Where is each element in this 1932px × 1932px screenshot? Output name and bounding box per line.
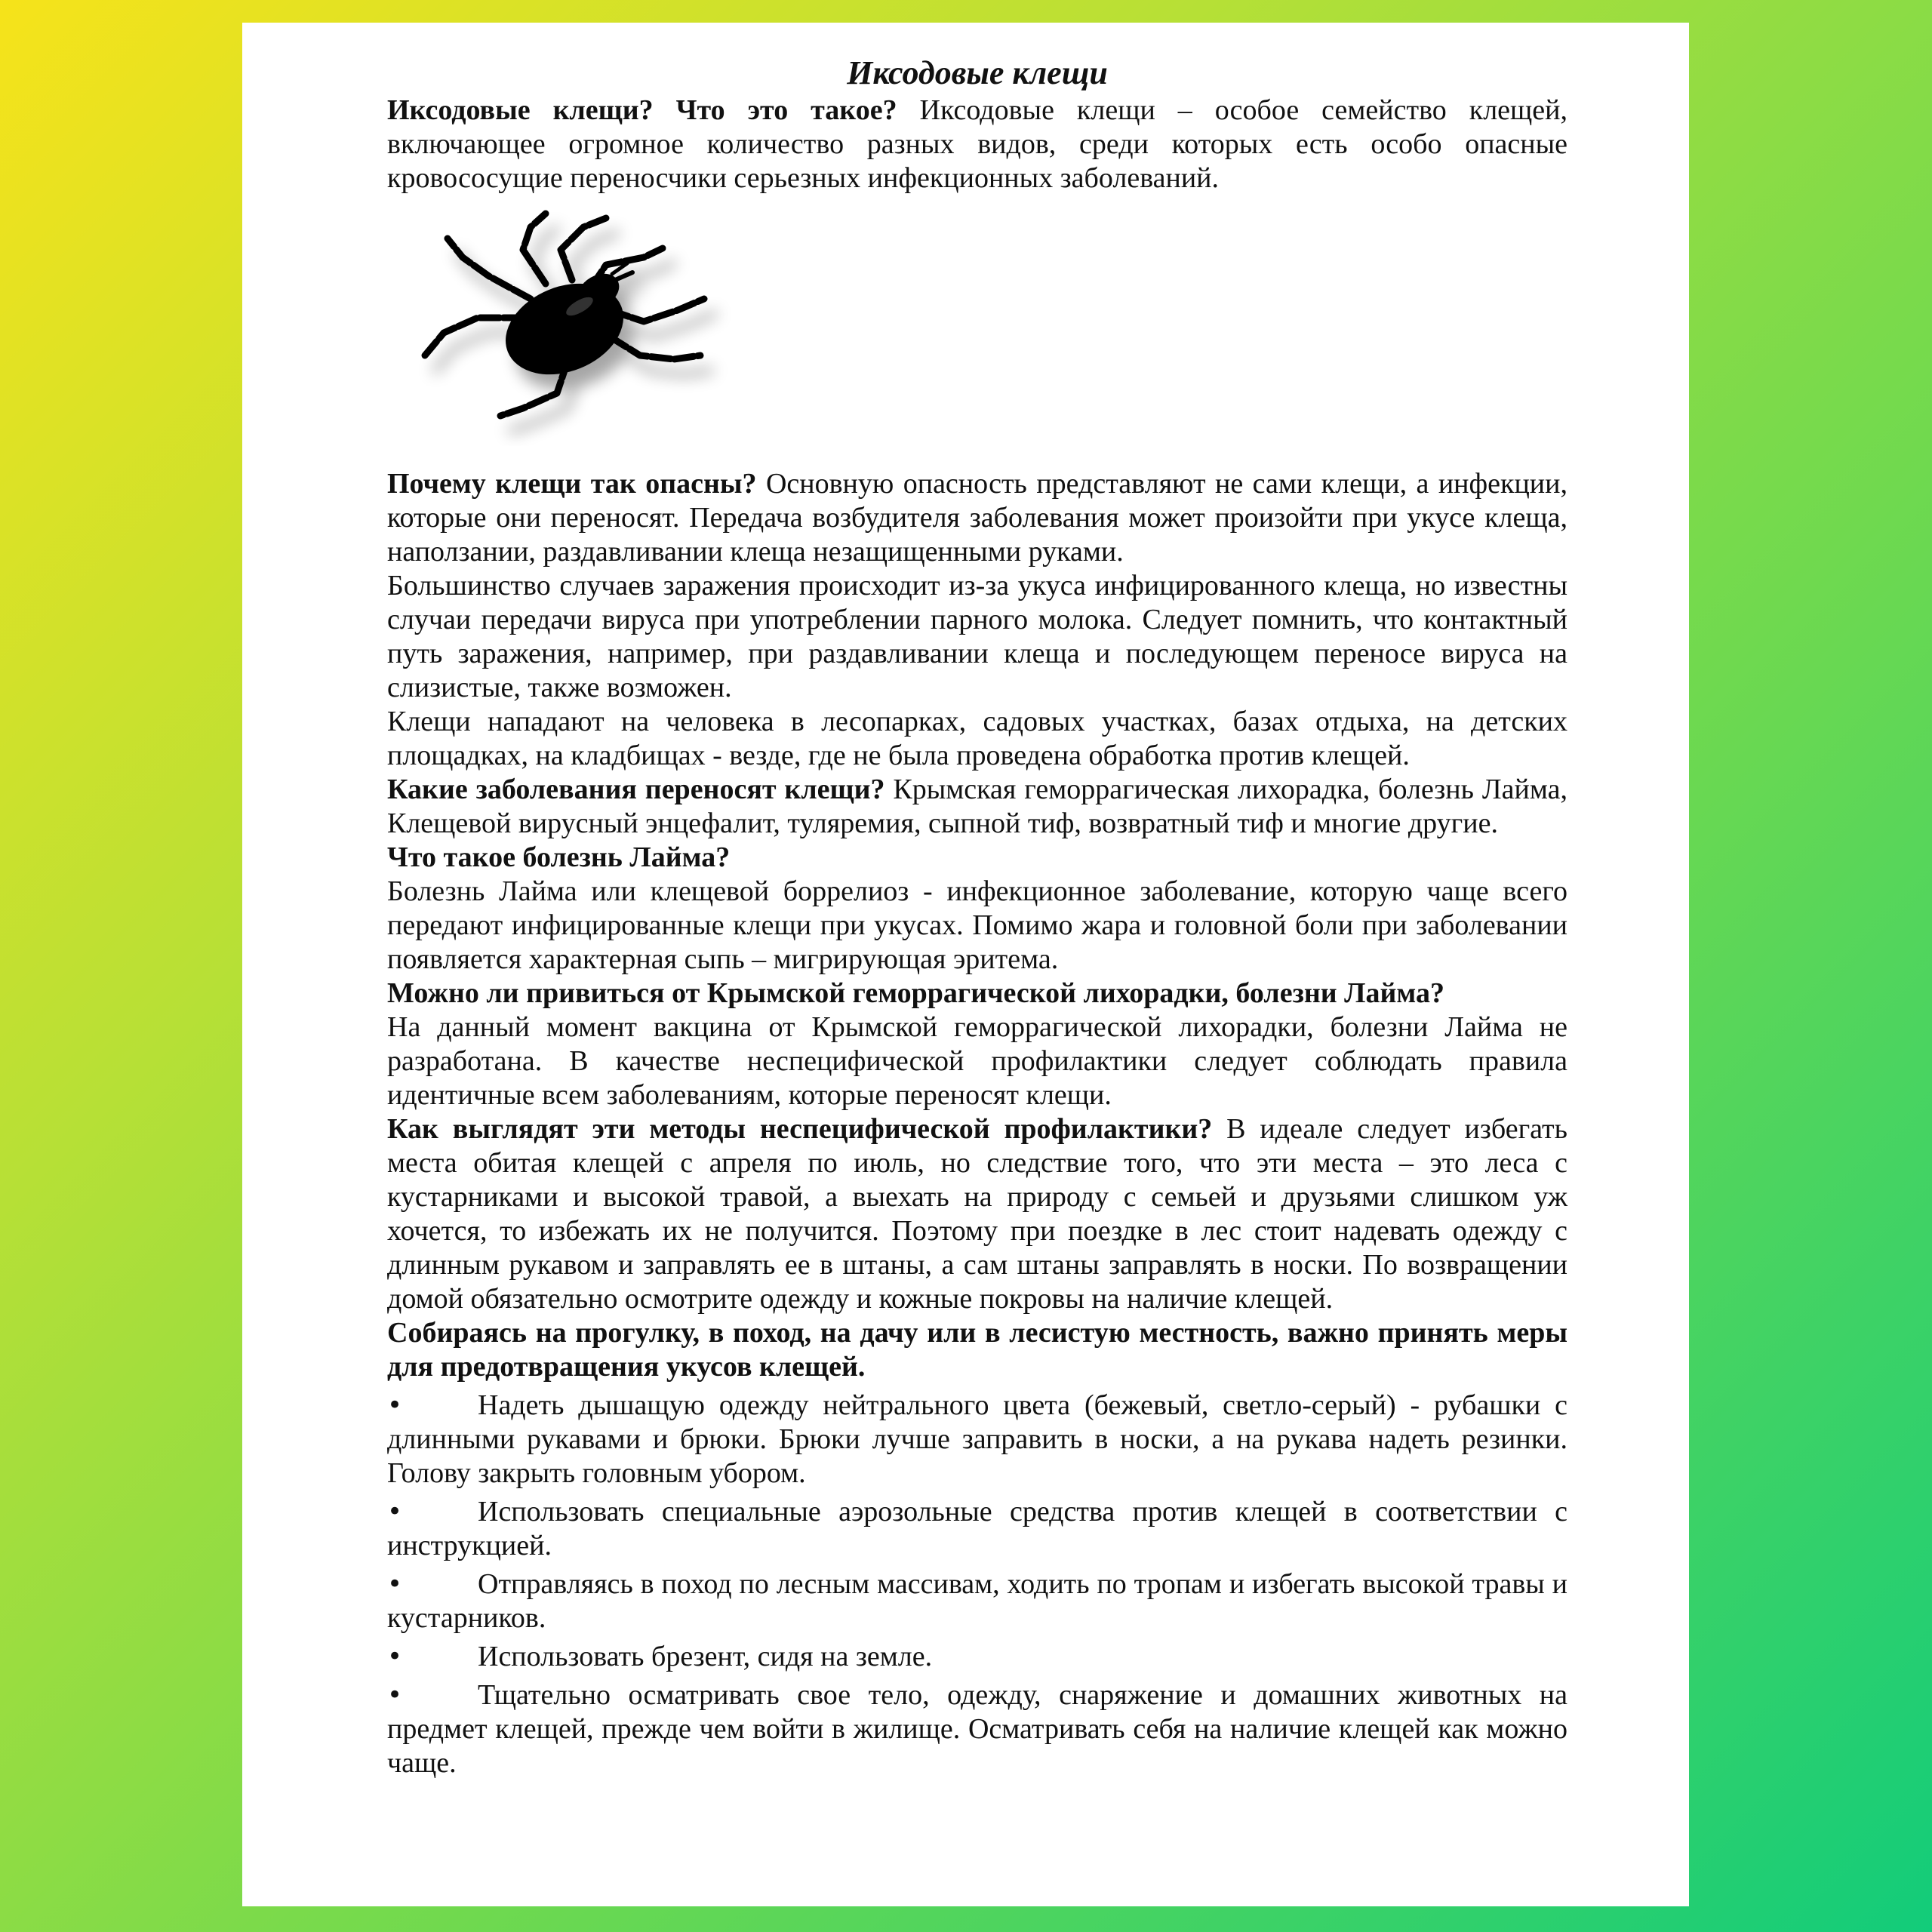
list-item-text: Надеть дышащую одежду нейтрального цвета (бежевый, светло-серый) - рубашки с длинными рукавами и брюки. Брюки лучше заправить в носки, а на рукава надеть резинки. Голову закрыть головным убором. (387, 1389, 1567, 1489)
bullet-icon: • (387, 1497, 403, 1527)
bullet-icon: • (387, 1390, 403, 1420)
tick-icon (417, 205, 810, 446)
lyme-paragraph: Болезнь Лайма или клещевой боррелиоз - инфекционное заболевание, которую чаще всего передают инфицированные клещи при укусах. Помимо жара и головной боли при заболевании появляется характерная сыпь – мигрирующая эритема. (387, 875, 1567, 975)
danger-paragraph (387, 467, 1567, 569)
tick-illustration (387, 195, 1567, 467)
lyme-heading (387, 841, 1567, 875)
list-item-text: Использовать специальные аэрозольные средства против клещей в соответствии с инструкцией. (387, 1496, 1567, 1561)
bullet-icon: • (387, 1641, 403, 1672)
list-item (387, 1678, 1567, 1780)
prevention-list (387, 1389, 1567, 1780)
walk-heading (387, 1316, 1567, 1384)
lyme-heading-text: Что такое болезнь Лайма? (387, 841, 731, 873)
intro-question: Иксодовые клещи? Что это такое? (387, 94, 897, 126)
vaccine-paragraph: На данный момент вакцина от Крымской геморрагической лихорадки, болезни Лайма не разработана. В качестве неспецифической профилактики следует соблюдать правила идентичные всем заболеваниям, которые переносят клещи. (387, 1011, 1567, 1111)
infection-paragraph: Большинство случаев заражения происходит из-за укуса инфицированного клеща, но известны случаи передачи вируса при употреблении парного молока. Следует помнить, что контактный путь заражения, например, при раздавливании клеща и последующем переносе вируса на слизистые, также возможен. (387, 570, 1567, 703)
vaccine-heading-text: Можно ли привиться от Крымской геморрагической лихорадки, болезни Лайма? (387, 977, 1444, 1009)
diseases-answer: Крымская геморрагическая лихорадка, болезнь Лайма, Клещевой вирусный энцефалит, туляремия, сыпной тиф, возвратный тиф и многие другие. (387, 774, 1567, 839)
document-page (242, 23, 1689, 1906)
list-item (387, 1389, 1567, 1491)
list-item-text: Отправляясь в поход по лесным массивам, ходить по тропам и избегать высокой травы и кустарников. (387, 1568, 1567, 1634)
list-item (387, 1567, 1567, 1635)
document-content (387, 53, 1567, 1785)
list-item (387, 1640, 1567, 1674)
bullet-icon: • (387, 1680, 403, 1710)
danger-answer: Основную опасность представляют не сами клещи, а инфекции, которые они переносят. Передача возбудителя заболевания может произойти при укусе клеща, наползании, раздавливании клеща незащищенными руками. (387, 468, 1567, 568)
diseases-question: Какие заболевания переносят клещи? (387, 774, 885, 805)
bullet-icon: • (387, 1569, 403, 1599)
intro-answer: Иксодовые клещи – особое семейство клещей, включающее огромное количество разных видов, среди которых есть особо опасные кровососущие переносчики серьезных инфекционных заболеваний. (387, 94, 1568, 194)
danger-question: Почему клещи так опасны? (387, 468, 757, 500)
places-paragraph: Клещи нападают на человека в лесопарках, садовых участках, базах отдыха, на детских площадках, на кладбищах - везде, где не была проведена обработка против клещей. (387, 706, 1567, 771)
methods-answer: В идеале следует избегать места обитая клещей с апреля по июль, но следствие того, что эти места – это леса с кустарниками и высокой травой, а выехать на природу с семьей и друзьями слишком уж хочется, то избежать их не получится. Поэтому при поездке в лес стоит надевать одежду с длинным рукавом и заправлять ее в штаны, а сам штаны заправлять в носки. По возвращении домой обязательно осмотрите одежду и кожные покровы на наличие клещей. (387, 1113, 1567, 1315)
list-item (387, 1495, 1567, 1563)
methods-question: Как выглядят эти методы неспецифической профилактики? (387, 1113, 1213, 1145)
diseases-paragraph (387, 773, 1567, 841)
page-title: Иксодовые клещи (847, 54, 1108, 91)
walk-heading-text: Собираясь на прогулку, в поход, на дачу или в лесистую местность, важно принять меры для предотвращения укусов клещей. (387, 1317, 1567, 1383)
vaccine-heading (387, 977, 1567, 1011)
list-item-text: Использовать брезент, сидя на земле. (478, 1641, 933, 1672)
list-item-text: Тщательно осматривать свое тело, одежду, снаряжение и домашних животных на предмет клещей, прежде чем войти в жилище. Осматривать себя на наличие клещей как можно чаще. (387, 1679, 1567, 1779)
intro-paragraph (387, 94, 1567, 195)
methods-paragraph (387, 1112, 1567, 1316)
